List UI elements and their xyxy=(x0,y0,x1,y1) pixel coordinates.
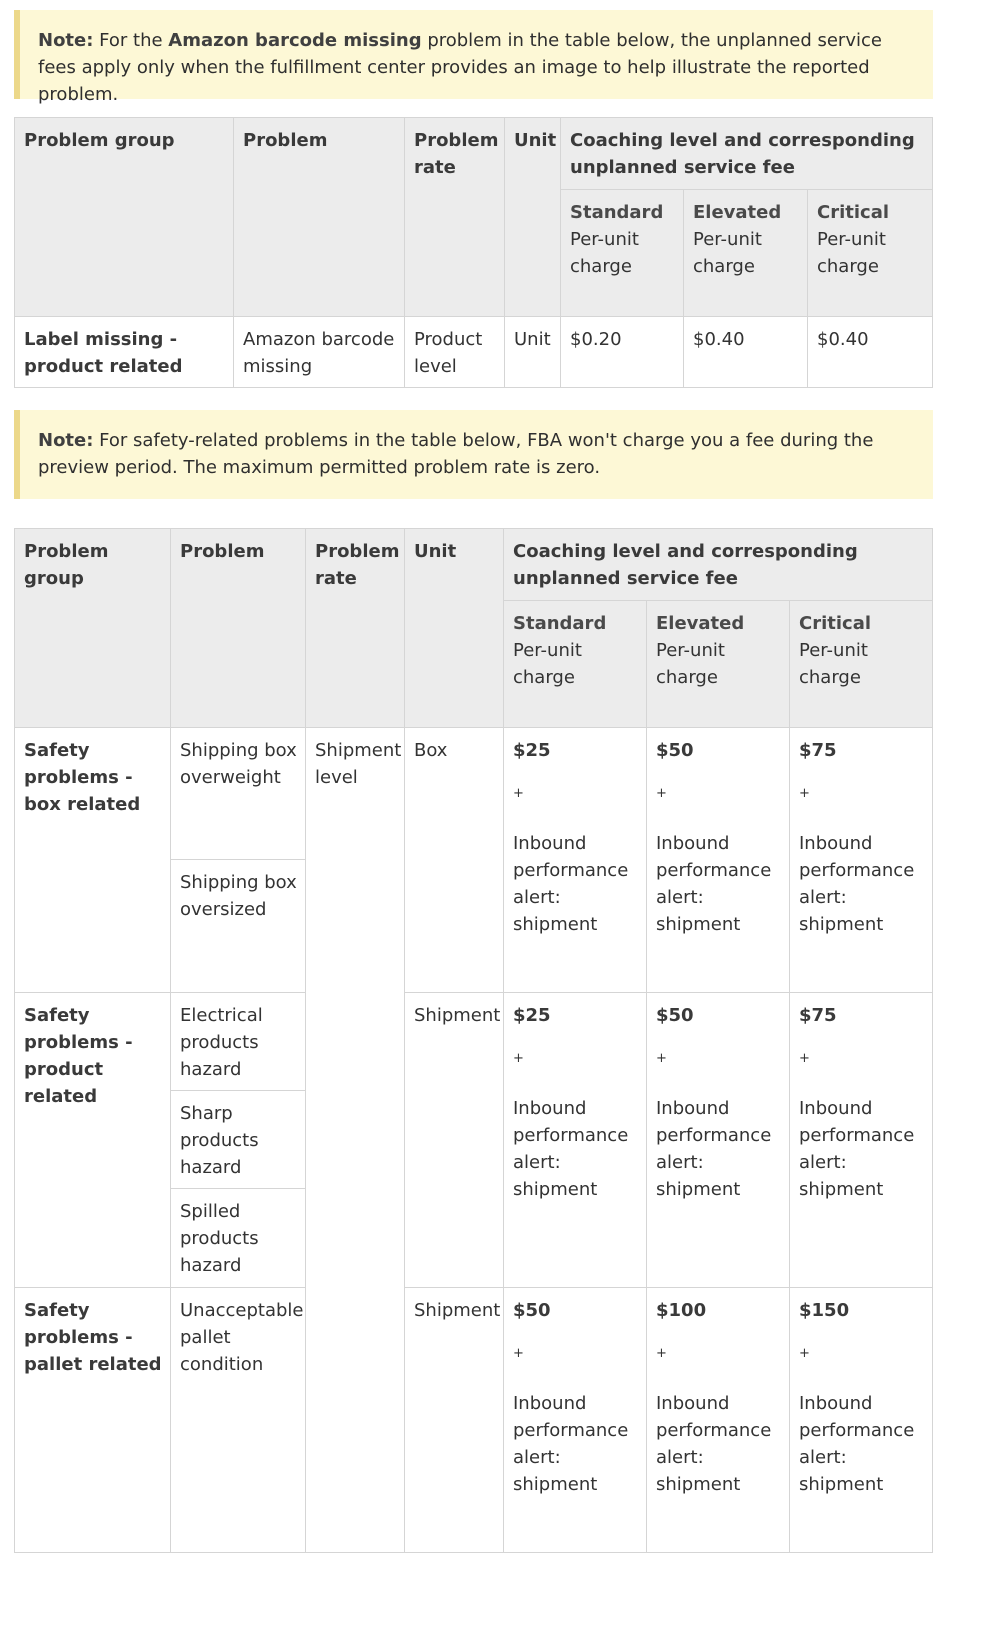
plus-sign: + xyxy=(799,1051,810,1066)
alert-text: Inbound performance alert: shipment xyxy=(513,833,629,935)
level-name: Elevated xyxy=(656,613,745,634)
standard-fee-cell xyxy=(504,993,647,1288)
problem-cell: Electrical products hazard xyxy=(171,993,306,1091)
critical-fee-cell xyxy=(790,1288,933,1553)
alert-text: Inbound performance alert: shipment xyxy=(513,1098,629,1200)
elevated-fee-cell xyxy=(647,1288,790,1553)
alert-text: Inbound performance alert: shipment xyxy=(656,1393,772,1495)
level-name: Critical xyxy=(799,613,872,634)
level-subtitle: Per-unit charge xyxy=(570,229,639,277)
unit-cell: Unit xyxy=(505,317,561,388)
alert-text: Inbound performance alert: shipment xyxy=(799,1098,915,1200)
plus-sign: + xyxy=(799,1346,810,1361)
plus-sign: + xyxy=(513,1346,524,1361)
table-row xyxy=(15,728,933,860)
fee-amount: $25 xyxy=(513,740,551,761)
problem-cell: Shipping box oversized xyxy=(171,860,306,993)
table-row xyxy=(15,317,933,388)
problem-group-cell: Safety problems - box related xyxy=(15,728,171,993)
level-name: Critical xyxy=(817,202,890,223)
fee-amount: $100 xyxy=(656,1300,707,1321)
fee-amount: $75 xyxy=(799,740,837,761)
level-subtitle: Per-unit charge xyxy=(693,229,762,277)
header-unit: Unit xyxy=(505,118,561,317)
plus-sign: + xyxy=(513,1051,524,1066)
header-problem: Problem xyxy=(171,529,306,728)
problem-group-cell: Safety problems - product related xyxy=(15,993,171,1288)
note-text: problem in the table below, the unplanned service fees apply only when the fulfillment center provides an image to help illustrate the reported problem. xyxy=(38,30,882,105)
note-text: For safety-related problems in the table below, FBA won't charge you a fee during the preview period. The maximum permitted problem rate is zero. xyxy=(38,430,874,478)
problem-group-cell: Safety problems - pallet related xyxy=(15,1288,171,1553)
fee-amount: $50 xyxy=(513,1300,551,1321)
note-text: For the xyxy=(93,30,169,51)
level-name: Standard xyxy=(513,613,607,634)
plus-sign: + xyxy=(656,786,667,801)
level-subtitle: Per-unit charge xyxy=(513,640,582,688)
problem-cell: Shipping box overweight xyxy=(171,728,306,860)
alert-text: Inbound performance alert: shipment xyxy=(799,833,915,935)
alert-text: Inbound performance alert: shipment xyxy=(656,833,772,935)
plus-sign: + xyxy=(656,1051,667,1066)
level-subtitle: Per-unit charge xyxy=(817,229,886,277)
fee-amount: $25 xyxy=(513,1005,551,1026)
problem-cell: Amazon barcode missing xyxy=(234,317,405,388)
unit-cell: Shipment xyxy=(405,1288,504,1553)
standard-fee-cell xyxy=(504,728,647,993)
level-name: Elevated xyxy=(693,202,782,223)
problem-rate-cell: Product level xyxy=(405,317,505,388)
header-coaching-level: Coaching level and corresponding unplanned service fee xyxy=(561,118,933,190)
header-problem-rate: Problem rate xyxy=(405,118,505,317)
header-problem-group: Problem group xyxy=(15,118,234,317)
note-barcode-missing xyxy=(14,10,933,105)
header-critical xyxy=(808,190,933,317)
plus-sign: + xyxy=(513,786,524,801)
fee-amount: $150 xyxy=(799,1300,850,1321)
unit-cell: Box xyxy=(405,728,504,993)
barcode-fee-table xyxy=(14,117,933,388)
unit-cell: Shipment xyxy=(405,993,504,1288)
note-label: Note: xyxy=(38,430,94,451)
alert-text: Inbound performance alert: shipment xyxy=(799,1393,915,1495)
alert-text: Inbound performance alert: shipment xyxy=(513,1393,629,1495)
header-standard xyxy=(561,190,684,317)
critical-fee-cell xyxy=(790,993,933,1288)
safety-fee-table xyxy=(14,528,933,1553)
header-problem-rate: Problem rate xyxy=(306,529,405,728)
elevated-fee-cell: $0.40 xyxy=(684,317,808,388)
alert-text: Inbound performance alert: shipment xyxy=(656,1098,772,1200)
critical-fee-cell xyxy=(790,728,933,993)
header-elevated xyxy=(684,190,808,317)
standard-fee-cell xyxy=(504,1288,647,1553)
elevated-fee-cell xyxy=(647,993,790,1288)
header-critical xyxy=(790,601,933,728)
fee-amount: $50 xyxy=(656,740,694,761)
note-label: Note: xyxy=(38,30,94,51)
problem-cell: Unacceptable pallet condition xyxy=(171,1288,306,1553)
table-row xyxy=(15,1288,933,1553)
fee-amount: $50 xyxy=(656,1005,694,1026)
note-highlight: Amazon barcode missing xyxy=(168,30,422,51)
header-problem: Problem xyxy=(234,118,405,317)
level-subtitle: Per-unit charge xyxy=(799,640,868,688)
level-subtitle: Per-unit charge xyxy=(656,640,725,688)
table-row xyxy=(15,993,933,1091)
plus-sign: + xyxy=(656,1346,667,1361)
header-coaching-level: Coaching level and corresponding unplanned service fee xyxy=(504,529,933,601)
level-name: Standard xyxy=(570,202,664,223)
standard-fee-cell: $0.20 xyxy=(561,317,684,388)
header-elevated xyxy=(647,601,790,728)
critical-fee-cell: $0.40 xyxy=(808,317,933,388)
problem-cell: Spilled products hazard xyxy=(171,1189,306,1288)
header-standard xyxy=(504,601,647,728)
fee-amount: $75 xyxy=(799,1005,837,1026)
plus-sign: + xyxy=(799,786,810,801)
note-safety-preview xyxy=(14,410,933,499)
problem-rate-cell: Shipment level xyxy=(306,728,405,1553)
problem-group-cell: Label missing - product related xyxy=(15,317,234,388)
header-problem-group: Problem group xyxy=(15,529,171,728)
elevated-fee-cell xyxy=(647,728,790,993)
problem-cell: Sharp products hazard xyxy=(171,1091,306,1189)
header-unit: Unit xyxy=(405,529,504,728)
